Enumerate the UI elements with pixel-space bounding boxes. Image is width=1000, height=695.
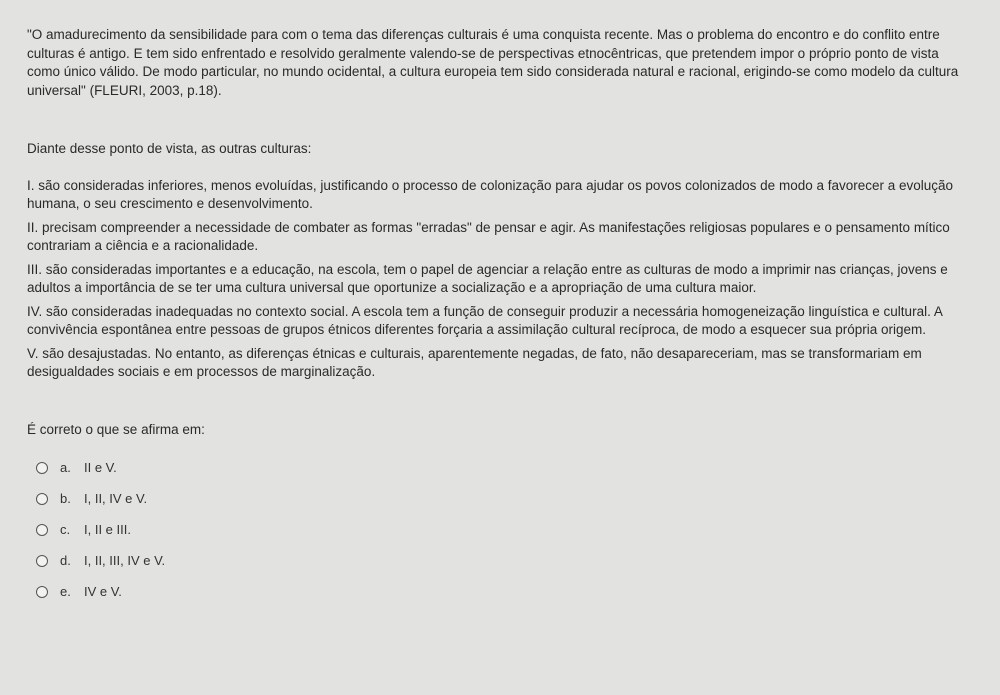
option-text: I, II e III. xyxy=(84,522,131,537)
statement-item-5: V. são desajustadas. No entanto, as diferenças étnicas e culturais, aparentemente negadas, de fato, não desapareceriam, mas se transformariam em desigualdades sociais e em processos de marginalização. xyxy=(27,345,922,379)
statement-list xyxy=(27,177,975,381)
radio-button-b[interactable] xyxy=(36,493,48,505)
option-c[interactable] xyxy=(36,519,975,540)
radio-button-c[interactable] xyxy=(36,524,48,536)
option-d[interactable] xyxy=(36,550,975,571)
answer-options xyxy=(36,457,975,602)
option-e[interactable] xyxy=(36,581,975,602)
statement-item-2: II. precisam compreender a necessidade de combater as formas "erradas" de pensar e agir. As manifestações religiosas populares e o pensamento mítico contrariam a ciência e a racionalidade. xyxy=(27,219,950,253)
option-letter: e. xyxy=(60,584,71,599)
answer-prompt: É correto o que se afirma em: xyxy=(27,421,205,437)
question-text: Diante desse ponto de vista, as outras culturas: xyxy=(27,141,312,156)
quote-text: "O amadurecimento da sensibilidade para com o tema das diferenças culturais é uma conquista recente. Mas o problema do encontro e do conflito entre culturas é antigo. E tem sido enfrentado e resolvido geralmente valendo-se de perspectivas etnocêntricas, que pretendem impor o próprio ponto de vista como único válido. De modo particular, no mundo ocidental, a cultura europeia tem sido considerada natural e racional, erigindo-se como modelo da cultura universal" (FLEURI, 2003, p.18). xyxy=(27,27,959,98)
option-b[interactable] xyxy=(36,488,975,509)
option-text: I, II, III, IV e V. xyxy=(84,553,166,568)
question-container xyxy=(27,26,975,612)
statement-item-1: I. são consideradas inferiores, menos evoluídas, justificando o processo de colonização para ajudar os povos colonizados de modo a favorecer a evolução humana, o seu crescimento e desenvolvimento. xyxy=(27,177,954,211)
radio-button-e[interactable] xyxy=(36,586,48,598)
radio-button-a[interactable] xyxy=(36,462,48,474)
option-text: IV e V. xyxy=(84,584,122,599)
option-letter: c. xyxy=(60,522,71,537)
option-text: II e V. xyxy=(84,460,117,475)
option-letter: a. xyxy=(60,460,71,475)
statement-item-4: IV. são consideradas inadequadas no contexto social. A escola tem a função de conseguir produzir a necessária homogeneização linguística e cultural. A convivência espontânea entre pessoas de grupos étnicos diferentes forçaria a assimilação cultural recíproca, de modo a esquecer sua própria origem. xyxy=(27,303,943,337)
option-text: I, II, IV e V. xyxy=(84,491,148,506)
option-letter: b. xyxy=(60,491,71,506)
statement-item-3: III. são consideradas importantes e a educação, na escola, tem o papel de agenciar a relação entre as culturas de modo a imprimir nas crianças, jovens e adultos a importância de se ter uma cultura universal que oportunize a socialização e a apropriação de uma cultura maior. xyxy=(27,261,948,295)
radio-button-d[interactable] xyxy=(36,555,48,567)
option-a[interactable] xyxy=(36,457,975,478)
option-letter: d. xyxy=(60,553,71,568)
